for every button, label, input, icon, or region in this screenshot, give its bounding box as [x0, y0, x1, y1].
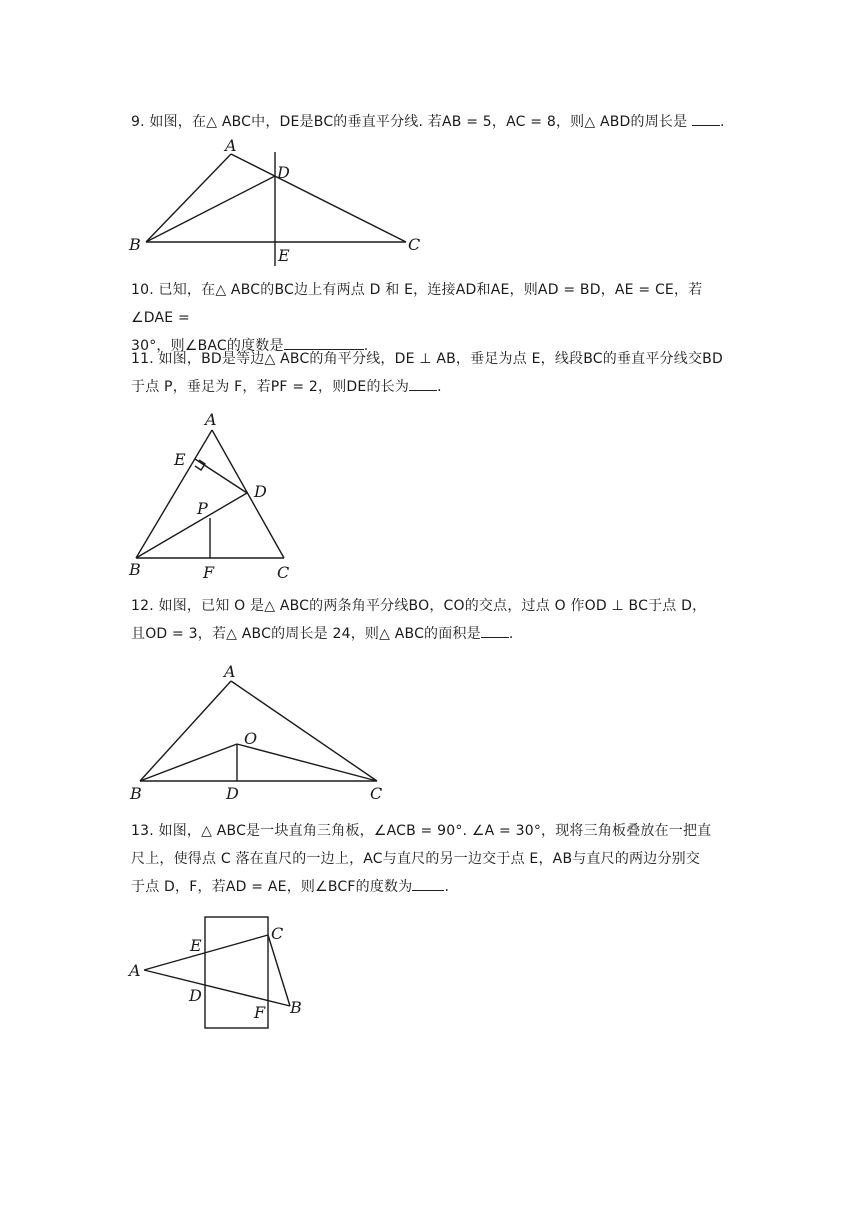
label-C: C [408, 235, 421, 254]
question-11-line-2: 于点 P，垂足为 F，若PF = 2，则DE的长为 [131, 379, 410, 395]
label-B: B [130, 784, 142, 803]
label-O: O [244, 729, 258, 748]
question-13-line-2: 尺上，使得点 C 落在直尺的一边上，AC与直尺的另一边交于点 E，AB与直尺的两边分别交 [131, 851, 701, 867]
question-11-line-1: 11. 如图，BD是等边△ ABC的角平分线，DE ⊥ AB，垂足为点 E，线段BC的垂直平分线交BD [131, 351, 723, 367]
label-A: A [225, 136, 237, 155]
label-C: C [271, 924, 284, 943]
question-13-line-1: 13. 如图，△ ABC是一块直角三角板，∠ACB = 90°. ∠A = 30°，现将三角板叠放在一把直 [131, 823, 712, 839]
label-P: P [197, 499, 208, 518]
label-B: B [129, 560, 141, 579]
label-D: D [189, 986, 202, 1005]
question-12-end: . [508, 626, 514, 642]
question-13-line-3: 于点 D，F，若AD = AE，则∠BCF的度数为 [131, 879, 413, 895]
question-10-line-2: 30°，则∠BAC的度数是 [131, 338, 284, 354]
label-B: B [290, 998, 302, 1017]
label-D: D [254, 482, 267, 501]
label-A: A [205, 410, 217, 429]
label-C: C [370, 784, 383, 803]
label-E: E [278, 246, 290, 265]
question-10-end: . [363, 338, 369, 354]
label-D: D [277, 163, 290, 182]
question-12-line-1: 12. 如图，已知 O 是△ ABC的两条角平分线BO，CO的交点，过点 O 作OD ⊥ BC于点 D， [131, 598, 707, 614]
question-11-end: . [437, 379, 442, 395]
label-D: D [226, 784, 239, 803]
label-E: E [174, 450, 186, 469]
question-9-end: . [720, 114, 725, 130]
question-12-line-2: 且OD = 3，若△ ABC的周长是 24，则△ ABC的面积是 [131, 626, 481, 642]
question-10-line-1: 10. 已知，在△ ABC的BC边上有两点 D 和 E，连接AD和AE，则AD = BD，AE = CE，若∠DAE = [131, 282, 703, 326]
label-C: C [277, 563, 290, 582]
label-A: A [129, 961, 141, 980]
question-9-text: 9. 如图，在△ ABC中，DE是BC的垂直平分线. 若AB = 5，AC = 8，则△ ABD的周长是 [131, 114, 692, 130]
label-B: B [129, 235, 141, 254]
label-E: E [190, 936, 202, 955]
label-F: F [254, 1003, 266, 1022]
question-13-end: . [444, 879, 450, 895]
label-A: A [224, 662, 236, 681]
label-F: F [203, 563, 215, 582]
